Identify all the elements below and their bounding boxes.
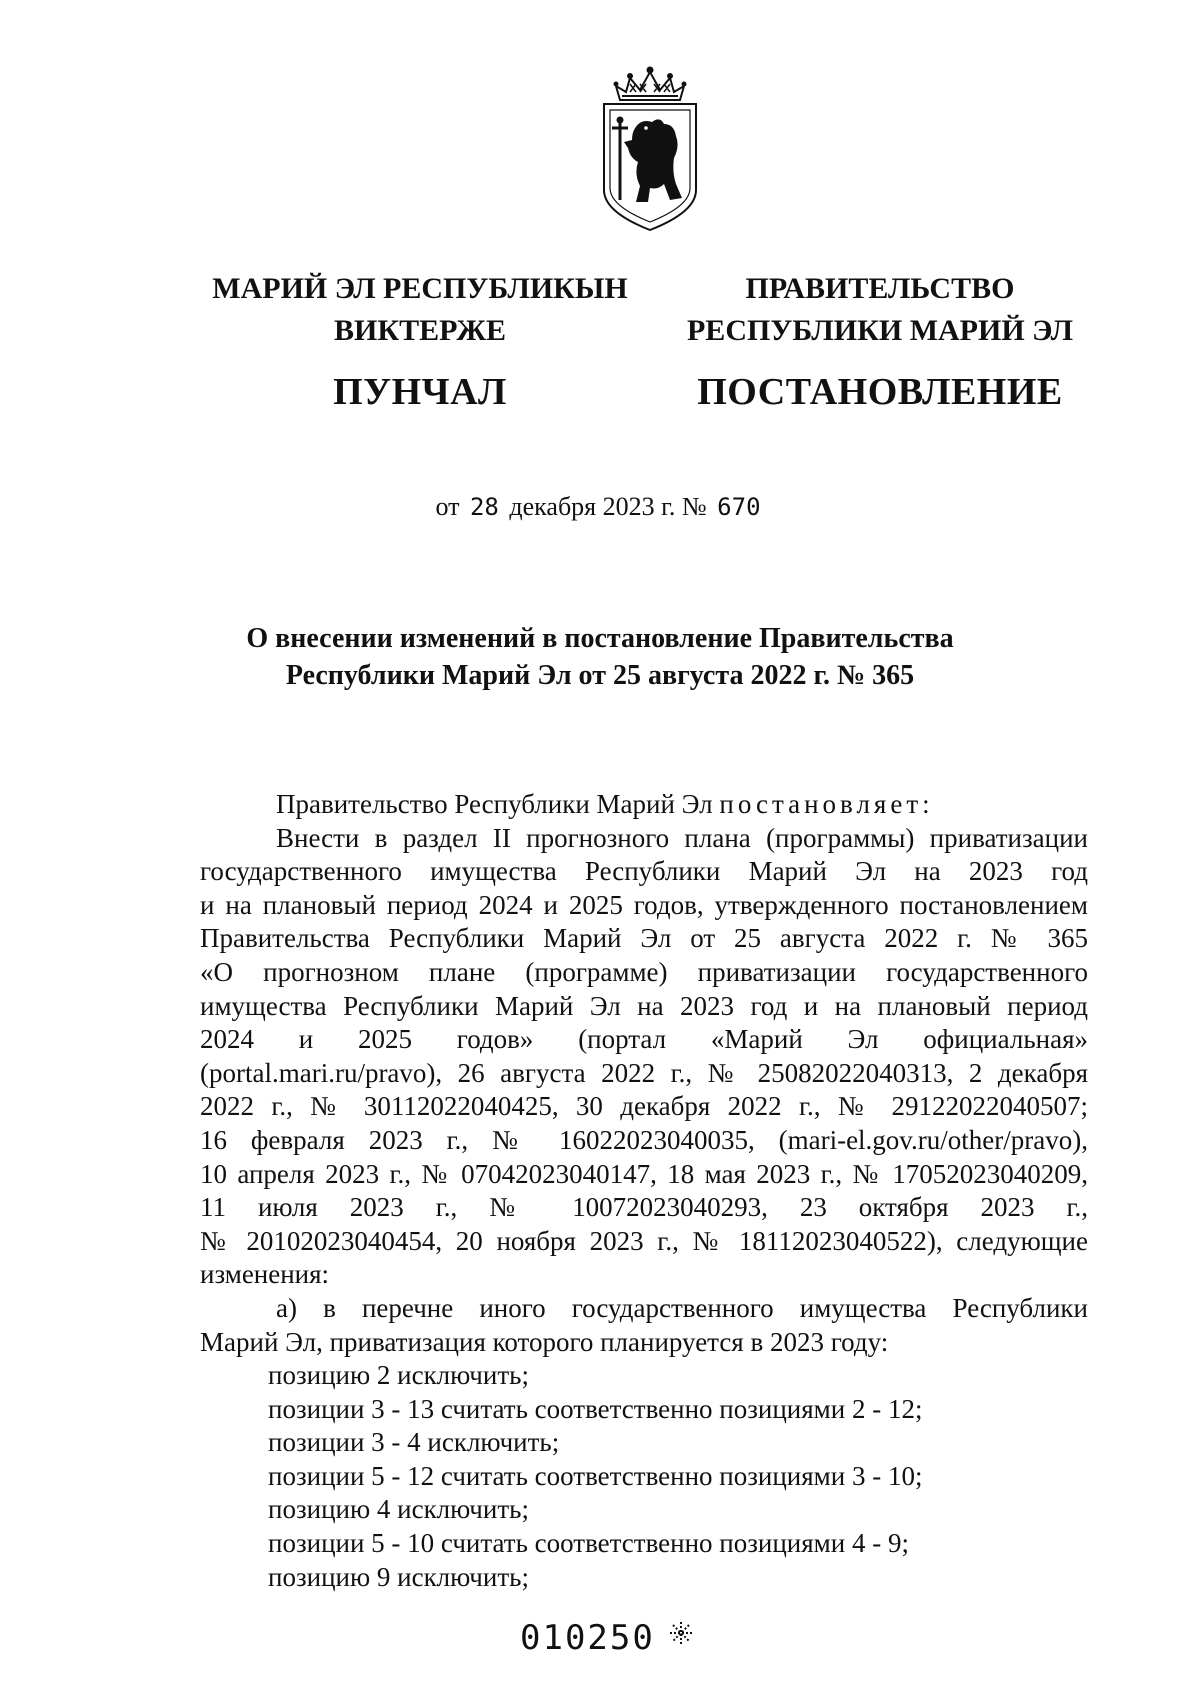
body-line: 2022 г., № 30112022040425, 30 декабря 2022 г., № 29122022040507; <box>200 1091 1088 1122</box>
document-title <box>0 620 1200 694</box>
date-rest: декабря 2023 г. № <box>509 492 707 521</box>
body-line: № 20102023040454, 20 ноября 2023 г., № 18112023040522), следующие <box>200 1225 1088 1256</box>
coat-of-arms-emblem <box>600 62 700 234</box>
body-line: 10 апреля 2023 г., № 07042023040147, 18 мая 2023 г., № 17052023040209, <box>200 1158 1088 1189</box>
list-item: позицию 2 исключить; <box>268 1360 529 1391</box>
body-line: Внести в раздел II прогнозного плана (программы) приватизации <box>276 822 1088 853</box>
date-prefix: от <box>435 492 460 521</box>
document-body <box>200 788 1088 1594</box>
list-item: позиции 3 - 4 исключить; <box>268 1427 560 1458</box>
date-day: 28 <box>469 493 499 521</box>
header-right-doc-type: ПОСТАНОВЛЕНИЕ <box>697 371 1063 413</box>
body-line: изменения: <box>200 1259 330 1290</box>
title-line2: Республики Марий Эл от 25 августа 2022 г. № 365 <box>285 660 915 691</box>
body-line: «О прогнозном плане (программе) приватизации государственного <box>200 956 1088 987</box>
body-line: 11 июля 2023 г., № 10072023040293, 23 октября 2023 г., <box>200 1192 1088 1223</box>
list-item: позицию 9 исключить; <box>268 1561 529 1592</box>
header-russian-column <box>680 268 1080 420</box>
subitem-a-line2: Марий Эл, приватизация которого планируется в 2023 году: <box>200 1326 889 1357</box>
body-line: государственного имущества Республики Марий Эл на 2023 год <box>200 856 1088 887</box>
body-line: и на плановый период 2024 и 2025 годов, утвержденного постановлением <box>200 889 1088 920</box>
list-item: позицию 4 исключить; <box>268 1494 529 1525</box>
header-mari-column <box>175 268 665 420</box>
header-right-line2: РЕСПУБЛИКИ МАРИЙ ЭЛ <box>686 314 1073 347</box>
header-left-line1: МАРИЙ ЭЛ РЕСПУБЛИКЫН <box>212 272 628 305</box>
body-line: 16 февраля 2023 г., № 16022023040035, (mari-el.gov.ru/other/pravo), <box>200 1124 1088 1155</box>
intro-paragraph <box>200 788 1088 822</box>
header-right-line1: ПРАВИТЕЛЬСТВО <box>745 272 1015 305</box>
document-date-line <box>0 492 1200 522</box>
list-item: позиции 5 - 10 считать соответственно позициями 4 - 9; <box>268 1528 909 1559</box>
body-line: имущества Республики Марий Эл на 2023 год и на плановый период <box>200 990 1088 1021</box>
page-code: 010250 <box>520 1618 655 1658</box>
list-item: позиции 3 - 13 считать соответственно позициями 2 - 12; <box>268 1393 923 1424</box>
list-item: позиции 5 - 12 считать соответственно позициями 3 - 10; <box>268 1460 923 1491</box>
body-line: (portal.mari.ru/pravo), 26 августа 2022 г., № 25082022040313, 2 декабря <box>200 1057 1088 1088</box>
intro-spaced-verb: постановляет: <box>719 789 934 819</box>
header-left-line2: ВИКТЕРЖЕ <box>333 314 507 347</box>
asterisk-mark-icon <box>668 1620 694 1646</box>
body-line: 2024 и 2025 годов» (портал «Марий Эл официальная» <box>200 1024 1088 1055</box>
document-number: 670 <box>717 493 761 521</box>
title-line1: О внесении изменений в постановление Правительства <box>246 623 954 654</box>
intro-text: Правительство Республики Марий Эл <box>276 789 720 819</box>
header-left-doc-type: ПУНЧАЛ <box>333 371 507 413</box>
subitem-a-line1: а) в перечне иного государственного имущества Республики <box>276 1292 1088 1323</box>
body-line: Правительства Республики Марий Эл от 25 августа 2022 г. № 365 <box>200 923 1088 954</box>
